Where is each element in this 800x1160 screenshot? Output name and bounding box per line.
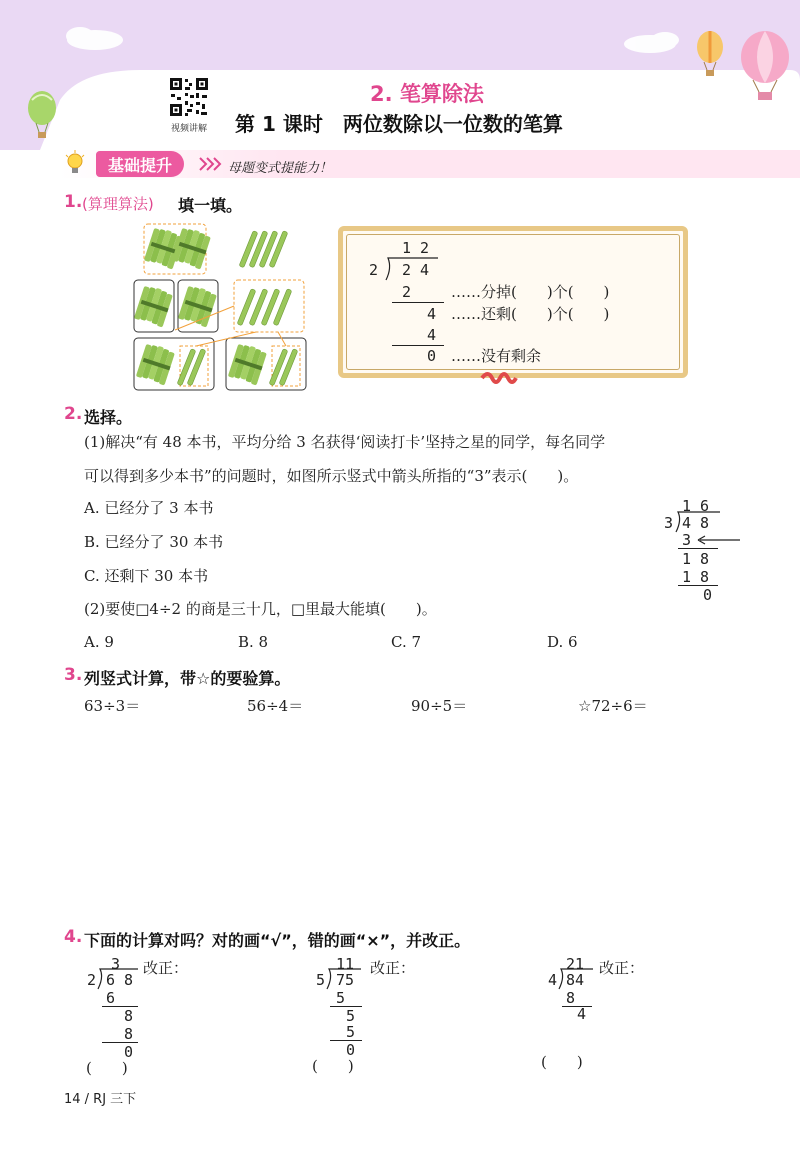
q4a-answer-paren[interactable]: ( ): [86, 1059, 128, 1077]
q3-item-3: 90÷5＝: [411, 697, 468, 715]
arrow-left-icon: [696, 534, 742, 546]
q4a-step4: 0: [124, 1043, 134, 1061]
q2-number: 2.: [64, 404, 83, 424]
q1-number: 1.: [64, 192, 83, 212]
q3-item-2: 56÷4＝: [247, 697, 304, 715]
q1-divisor: 2: [369, 261, 379, 279]
q2-option2-c[interactable]: C. 7: [391, 633, 422, 651]
q1-note-3: ……没有剩余: [451, 347, 542, 365]
q4c-quotient: 21: [566, 955, 585, 973]
ribbon-icon: [478, 368, 520, 388]
q2-dividend: 4 8: [682, 514, 710, 532]
q2-option-a[interactable]: A. 已经分了 3 本书: [84, 499, 214, 517]
q3-number: 3.: [64, 665, 83, 685]
q1-tag: (算理算法): [82, 195, 154, 213]
q1-step4: 0: [427, 347, 437, 365]
lightbulb-icon: [64, 150, 86, 178]
q1-step2: 4: [427, 305, 437, 323]
q4a-step3: 8: [124, 1025, 134, 1043]
q3-item-4: ☆72÷6＝: [578, 697, 648, 715]
q3-item-1: 63÷3＝: [84, 697, 141, 715]
q1-note-1: ……分掉( )个( ): [451, 283, 610, 301]
q4c-dividend: 84: [566, 971, 585, 989]
q4b-dividend: 75: [336, 971, 355, 989]
q2-p1-line2: 可以得到多少本书”的问题时，如图所示竖式中箭头所指的“3”表示( )。: [84, 467, 579, 485]
q2-step3: 1 8: [682, 568, 710, 586]
q2-title: 选择。: [84, 408, 133, 427]
q4c-step1: 8: [566, 989, 576, 1007]
q2-option2-b[interactable]: B. 8: [238, 633, 269, 651]
q2-option2-a[interactable]: A. 9: [84, 633, 114, 651]
q4a-step2: 8: [124, 1007, 134, 1025]
q4c-answer-paren[interactable]: ( ): [541, 1053, 583, 1071]
q1-note-2: ……还剩( )个( ): [451, 305, 610, 323]
q2-option-b[interactable]: B. 已经分了 30 本书: [84, 533, 224, 551]
q4a-correct-label: 改正：: [143, 959, 189, 977]
q1-title: 填一填。: [178, 196, 243, 215]
q4b-step3: 5: [346, 1023, 356, 1041]
divider: [392, 345, 444, 346]
q4c-divisor: 4: [548, 971, 558, 989]
q3-title: 列竖式计算，带☆的要验算。: [84, 669, 291, 688]
section-slogan: 母题变式提能力！: [228, 161, 333, 176]
q3-work-area[interactable]: [84, 724, 734, 914]
q4b-correct-label: 改正：: [370, 959, 416, 977]
page-footer: 14 / RJ 三下: [64, 1092, 137, 1107]
q1-dividend: 2 4: [402, 261, 430, 279]
q2-step4: 0: [703, 586, 713, 604]
balloon-icon: [735, 30, 795, 102]
q2-p1-line1: (1)解决“有 48 本书，平均分给 3 名获得‘阅读打卡’坚持之星的同学，每名同学: [84, 433, 606, 451]
q4c-correct-label: 改正：: [599, 959, 645, 977]
q4b-step1: 5: [336, 989, 346, 1007]
q1-quotient: 1 2: [402, 239, 430, 257]
qr-caption: 视频讲解: [170, 124, 207, 134]
balloon-icon: [22, 90, 62, 140]
q4c-step2: 4: [577, 1005, 587, 1023]
q4b-answer-paren[interactable]: ( ): [312, 1057, 354, 1075]
q2-step1: 3: [682, 531, 692, 549]
chevron-arrows-icon: [198, 156, 222, 172]
q4a-divisor: 2: [87, 971, 97, 989]
section-badge: 基础提升: [96, 151, 184, 177]
q1-step3: 4: [427, 326, 437, 344]
q4b-divisor: 5: [316, 971, 326, 989]
q4b-quotient: 11: [336, 955, 355, 973]
q2-option-c[interactable]: C. 还剩下 30 本书: [84, 567, 209, 585]
q4b-step2: 5: [346, 1007, 356, 1025]
q4b-step4: 0: [346, 1041, 356, 1059]
q2-quotient: 1 6: [682, 497, 710, 515]
balloon-icon: [690, 30, 730, 78]
q2-p2: (2)要使□4÷2 的商是三十几，□里最大能填( )。: [84, 600, 437, 618]
q4a-step1: 6: [106, 989, 116, 1007]
divider: [392, 302, 444, 303]
q4a-quotient: 3: [111, 955, 121, 973]
q4-number: 4.: [64, 927, 83, 947]
q2-option2-d[interactable]: D. 6: [547, 633, 578, 651]
q4-title: 下面的计算对吗？对的画“√”，错的画“×”，并改正。: [84, 931, 471, 950]
q4a-dividend: 6 8: [106, 971, 134, 989]
qr-code-icon[interactable]: [168, 76, 210, 118]
q2-divisor: 3: [664, 514, 674, 532]
q1-step1: 2: [402, 283, 412, 301]
lesson-title: 第 1 课时 两位数除以一位数的笔算: [235, 112, 563, 136]
chapter-title: 2. 笔算除法: [370, 82, 484, 106]
q2-step2: 1 8: [682, 550, 710, 568]
straw-bundles-illustration: [130, 222, 310, 392]
